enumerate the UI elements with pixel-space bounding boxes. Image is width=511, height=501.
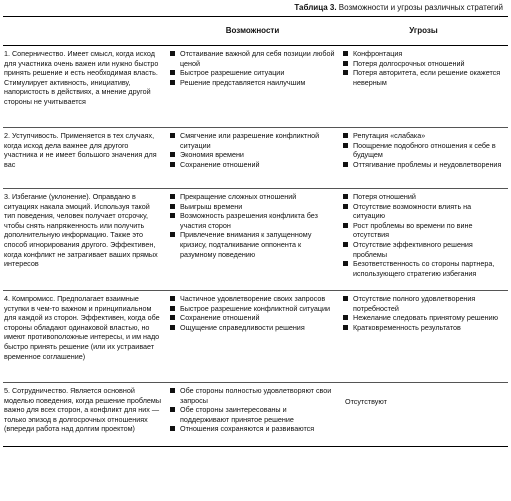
list-item	[168, 202, 335, 212]
list-item	[168, 68, 335, 78]
list-item-text: Выигрыш времени	[180, 201, 243, 211]
square-bullet-icon	[343, 194, 348, 199]
square-bullet-icon	[343, 296, 348, 301]
list-item-text: Экономия времени	[180, 150, 244, 160]
strategy-description: 1. Соперничество. Имеет смысл, когда исход для участника очень важен или нужно быстро принять решение и есть необходимая власть. Стимулирует активность, инициативу, напористость в действиях, а мнение другой стороны не учитывается	[3, 46, 166, 128]
table-row	[3, 46, 508, 128]
list-item-text: Отсутствие полного удовлетворения потребностей	[353, 294, 476, 313]
list-item-text: Сохранение отношений	[180, 313, 260, 323]
header-description	[3, 17, 166, 46]
opportunities-cell	[166, 46, 339, 128]
threats-cell	[339, 189, 508, 291]
threats-none: Отсутствуют	[339, 383, 508, 447]
threats-cell	[339, 46, 508, 128]
list-item	[341, 68, 504, 87]
list-item	[341, 160, 504, 170]
list-item-text: Решение представляется наилучшим	[180, 77, 306, 87]
header-opportunities: Возможности	[166, 17, 339, 46]
threats-cell	[339, 291, 508, 383]
list-item-text: Отношения сохраняются и развиваются	[180, 424, 315, 434]
strategies-table	[3, 16, 508, 447]
list-item	[168, 150, 335, 160]
list-item	[341, 202, 504, 221]
list-item-text: Частичное удовлетворение своих запросов	[180, 294, 326, 303]
list-item-text: Безответственность со стороны партнера, использующего стратегию избегания	[353, 259, 495, 278]
square-bullet-icon	[343, 143, 348, 148]
list-item	[168, 294, 335, 304]
list-item	[168, 323, 335, 333]
list-item	[341, 49, 504, 59]
list-item	[341, 294, 504, 313]
list-item-text: Прекращение сложных отношений	[180, 192, 297, 201]
opportunities-cell	[166, 383, 339, 447]
list-item	[168, 313, 335, 323]
opportunities-list	[168, 131, 335, 169]
list-item-text: Потеря отношений	[353, 192, 416, 201]
table-title: Возможности и угрозы различных стратегий	[338, 3, 503, 12]
opportunities-list	[168, 192, 335, 259]
list-item	[341, 313, 504, 323]
square-bullet-icon	[170, 388, 175, 393]
square-bullet-icon	[170, 51, 175, 56]
table-row	[3, 291, 508, 383]
square-bullet-icon	[343, 51, 348, 56]
list-item-text: Рост проблемы во времени по вине отсутствия	[353, 220, 473, 240]
square-bullet-icon	[170, 194, 175, 199]
threats-list	[341, 49, 504, 87]
list-item	[168, 131, 335, 150]
square-bullet-icon	[343, 261, 348, 266]
list-item	[168, 405, 335, 424]
opportunities-cell	[166, 189, 339, 291]
square-bullet-icon	[343, 133, 348, 138]
list-item-text: Отсутствие возможности влиять на ситуацию	[353, 201, 472, 221]
list-item-text: Привлечение внимания к запущенному кризису, подталкивание оппонента к разумному поведению	[180, 230, 312, 259]
square-bullet-icon	[343, 61, 348, 66]
list-item-text: Конфронтация	[353, 49, 403, 58]
list-item-text: Сохранение отношений	[180, 159, 260, 169]
square-bullet-icon	[343, 70, 348, 75]
opportunities-cell	[166, 291, 339, 383]
list-item	[168, 424, 335, 434]
square-bullet-icon	[170, 296, 175, 301]
threats-list	[341, 192, 504, 278]
list-item-text: Быстрое разрешение ситуации	[180, 68, 285, 78]
list-item-text: Нежелание следовать принятому решению	[353, 313, 498, 323]
list-item-text: Возможность разрешения конфликта без участия сторон	[180, 211, 318, 230]
list-item	[168, 211, 335, 230]
square-bullet-icon	[343, 242, 348, 247]
list-item	[168, 304, 335, 314]
strategy-description: 2. Уступчивость. Применяется в тех случаях, когда исход дела важнее для другого участника и не имеет большого значения для вас	[3, 128, 166, 189]
square-bullet-icon	[170, 232, 175, 237]
list-item	[341, 240, 504, 259]
list-item	[168, 78, 335, 88]
list-item-text: Смягчение или разрешение конфликтной ситуации	[180, 131, 320, 150]
table-row	[3, 383, 508, 447]
square-bullet-icon	[170, 213, 175, 218]
square-bullet-icon	[343, 325, 348, 330]
list-item-text: Потеря авторитета, если решение окажется неверным	[353, 68, 501, 87]
list-item	[168, 49, 335, 68]
list-item-text: Поощрение подобного отношения к себе в будущем	[353, 140, 496, 160]
square-bullet-icon	[170, 133, 175, 138]
table-number: Таблица 3.	[294, 3, 337, 12]
list-item-text: Кратковременность результатов	[353, 322, 461, 332]
list-item-text: Оттягивание проблемы и неудовлетворения	[353, 159, 502, 169]
square-bullet-icon	[170, 426, 175, 431]
square-bullet-icon	[170, 204, 175, 209]
square-bullet-icon	[170, 152, 175, 157]
list-item-text: Обе стороны заинтересованы и поддерживают принятое решение	[180, 405, 294, 424]
square-bullet-icon	[170, 70, 175, 75]
strategy-description: 4. Компромисс. Предполагает взаимные уступки в чем-то важном и принципиальном для каждой из сторон. Эффективен, когда обе стороны обладают одинаковой властью, но имеют противоположные интересы, и им надо быстро принять решение (или их устраивает временное соглашение)	[3, 291, 166, 383]
list-item	[168, 386, 335, 405]
list-item	[341, 141, 504, 160]
list-item	[168, 192, 335, 202]
square-bullet-icon	[170, 162, 175, 167]
table-caption	[294, 3, 503, 12]
list-item-text: Быстрое разрешение конфликтной ситуации	[180, 303, 330, 313]
list-item-text: Потеря долгосрочных отношений	[353, 58, 465, 68]
list-item	[341, 221, 504, 240]
opportunities-list	[168, 49, 335, 87]
opportunities-list	[168, 294, 335, 332]
strategy-description: 3. Избегание (уклонение). Оправдано в ситуациях накала эмоций. Используя такой тип поведения, человек получает отсрочку, чтобы снять напряженность или получить дополнительную информацию. Также это способ игнорирования другого. Эффективен, когда конфликт не затрагивает ваших прямых интересов	[3, 189, 166, 291]
square-bullet-icon	[170, 306, 175, 311]
list-item	[341, 59, 504, 69]
header-row	[3, 17, 508, 46]
square-bullet-icon	[343, 315, 348, 320]
square-bullet-icon	[343, 204, 348, 209]
square-bullet-icon	[343, 162, 348, 167]
list-item	[168, 160, 335, 170]
square-bullet-icon	[170, 407, 175, 412]
list-item	[341, 323, 504, 333]
threats-cell	[339, 128, 508, 189]
list-item-text: Ощущение справедливости решения	[180, 322, 305, 332]
list-item	[341, 259, 504, 278]
header-threats: Угрозы	[339, 17, 508, 46]
strategy-description: 5. Сотрудничество. Является основной моделью поведения, когда решение проблемы важно для всех сторон, а конфликт для них — только эпизод в долгосрочных отношениях (впереди работа над долгим проектом)	[3, 383, 166, 447]
square-bullet-icon	[170, 315, 175, 320]
opportunities-list	[168, 386, 335, 434]
list-item	[341, 192, 504, 202]
table-row	[3, 128, 508, 189]
square-bullet-icon	[343, 223, 348, 228]
square-bullet-icon	[170, 325, 175, 330]
list-item-text: Репутация «слабака»	[353, 131, 426, 140]
threats-list	[341, 294, 504, 332]
opportunities-cell	[166, 128, 339, 189]
table-row	[3, 189, 508, 291]
list-item-text: Обе стороны полностью удовлетворяют свои запросы	[180, 386, 332, 405]
list-item-text: Отстаивание важной для себя позиции любой ценой	[180, 49, 335, 68]
list-item	[341, 131, 504, 141]
list-item-text: Отсутствие эффективного решения проблемы	[353, 239, 473, 259]
list-item	[168, 230, 335, 259]
threats-list	[341, 131, 504, 169]
square-bullet-icon	[170, 80, 175, 85]
